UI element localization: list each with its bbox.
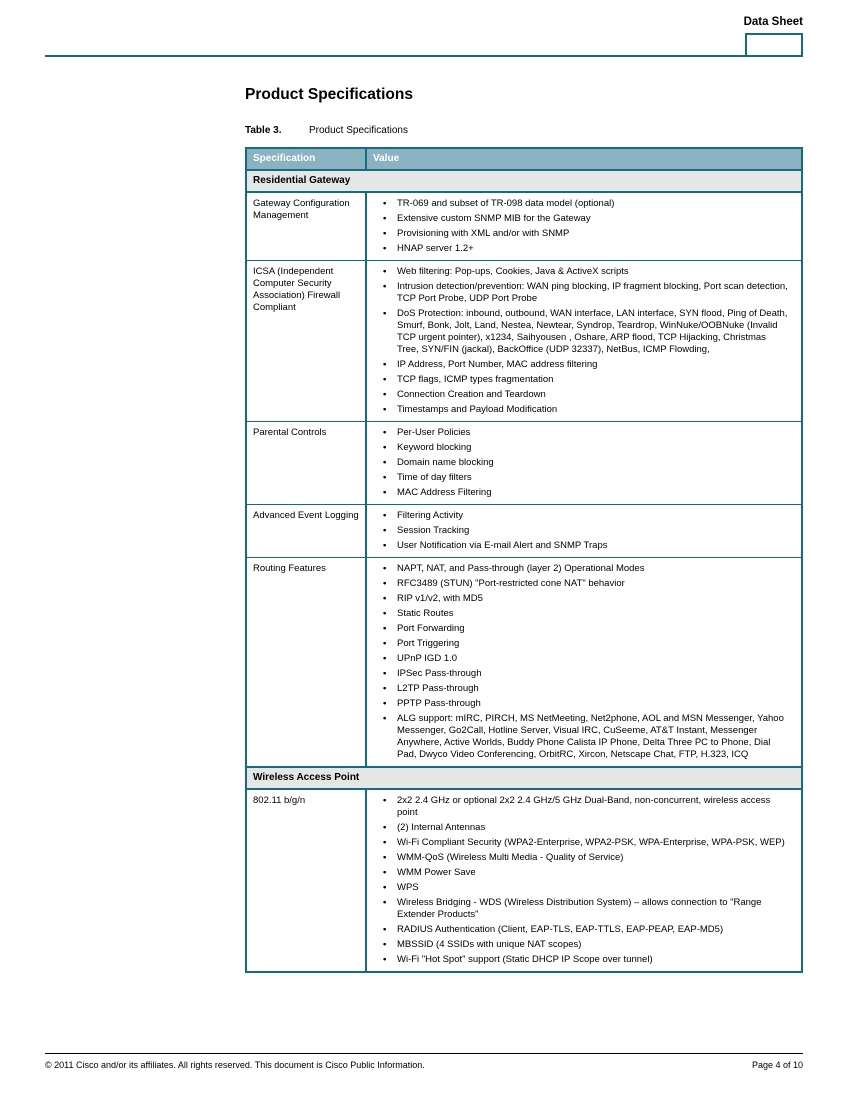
bullet-text: Provisioning with XML and/or with SNMP <box>397 228 570 239</box>
bullet-icon: • <box>383 638 387 649</box>
bullet-item <box>383 228 795 240</box>
bullet-icon: • <box>383 228 387 239</box>
bullet-icon: • <box>383 698 387 709</box>
bullet-text: Wireless Bridging - WDS (Wireless Distribution System) – allows connection to "Range Extender Products" <box>397 897 762 920</box>
bullet-text: TR-069 and subset of TR-098 data model (optional) <box>397 198 615 209</box>
bullet-item <box>383 442 795 454</box>
bullet-item <box>383 359 795 371</box>
bullet-icon: • <box>383 266 387 277</box>
specifications-table <box>245 147 803 973</box>
bullet-icon: • <box>383 795 387 806</box>
value-cell <box>365 193 801 260</box>
bullet-text: Intrusion detection/prevention: WAN ping blocking, IP fragment blocking, Port scan detection, TCP Port Probe, UDP Port Probe <box>397 281 788 304</box>
bullet-item <box>383 867 795 879</box>
bullet-item <box>383 487 795 499</box>
bullet-text: WPS <box>397 882 419 893</box>
bullet-item <box>383 243 795 255</box>
bullet-item <box>383 954 795 966</box>
bullet-text: 2x2 2.4 GHz or optional 2x2 2.4 GHz/5 GHz Dual-Band, non-concurrent, wireless access point <box>397 795 771 818</box>
bullet-text: WMM-QoS (Wireless Multi Media - Quality of Service) <box>397 852 624 863</box>
page-content <box>245 86 803 973</box>
column-header-specification: Specification <box>253 153 316 164</box>
bullet-icon: • <box>383 308 387 319</box>
footer-rule <box>45 1053 803 1054</box>
bullet-icon: • <box>383 653 387 664</box>
bullet-text: Static Routes <box>397 608 454 619</box>
bullet-icon: • <box>383 374 387 385</box>
footer-copyright: © 2011 Cisco and/or its affiliates. All rights reserved. This document is Cisco Public Information. <box>45 1060 425 1070</box>
table-row <box>247 790 801 971</box>
bullet-text: RIP v1/v2, with MD5 <box>397 593 483 604</box>
bullet-icon: • <box>383 359 387 370</box>
bullet-text: HNAP server 1.2+ <box>397 243 474 254</box>
bullet-item <box>383 389 795 401</box>
value-cell <box>365 558 801 766</box>
bullet-icon: • <box>383 683 387 694</box>
bullet-icon: • <box>383 442 387 453</box>
value-cell <box>365 790 801 971</box>
bullet-item <box>383 713 795 761</box>
table-section-header: Wireless Access Point <box>247 766 801 790</box>
bullet-item <box>383 457 795 469</box>
bullet-icon: • <box>383 198 387 209</box>
spec-cell: Advanced Event Logging <box>253 510 359 521</box>
bullet-item <box>383 698 795 710</box>
bullet-item <box>383 608 795 620</box>
bullet-item <box>383 593 795 605</box>
bullet-item <box>383 578 795 590</box>
value-cell <box>365 422 801 504</box>
bullet-text: Time of day filters <box>397 472 472 483</box>
column-header-value: Value <box>365 149 801 169</box>
bullet-text: Session Tracking <box>397 525 470 536</box>
bullet-text: NAPT, NAT, and Pass-through (layer 2) Operational Modes <box>397 563 645 574</box>
bullet-item <box>383 510 795 522</box>
bullet-item <box>383 525 795 537</box>
bullet-item <box>383 795 795 819</box>
bullet-item <box>383 404 795 416</box>
table-row <box>247 557 801 766</box>
bullet-icon: • <box>383 487 387 498</box>
bullet-text: (2) Internal Antennas <box>397 822 486 833</box>
table-caption-number: Table 3. <box>245 125 282 136</box>
bullet-text: L2TP Pass-through <box>397 683 479 694</box>
page-title: Product Specifications <box>245 86 413 103</box>
bullet-text: RADIUS Authentication (Client, EAP-TLS, EAP-TTLS, EAP-PEAP, EAP-MD5) <box>397 924 724 935</box>
header-tab-box <box>745 33 803 56</box>
bullet-icon: • <box>383 243 387 254</box>
bullet-icon: • <box>383 837 387 848</box>
bullet-icon: • <box>383 924 387 935</box>
bullet-icon: • <box>383 954 387 965</box>
bullet-icon: • <box>383 897 387 908</box>
bullet-icon: • <box>383 867 387 878</box>
bullet-item <box>383 683 795 695</box>
bullet-icon: • <box>383 510 387 521</box>
bullet-item <box>383 638 795 650</box>
bullet-item <box>383 897 795 921</box>
bullet-item <box>383 924 795 936</box>
bullet-icon: • <box>383 525 387 536</box>
bullet-icon: • <box>383 608 387 619</box>
spec-cell: Parental Controls <box>253 427 327 438</box>
bullet-item <box>383 668 795 680</box>
bullet-text: Web filtering: Pop-ups, Cookies, Java & ActiveX scripts <box>397 266 629 277</box>
spec-cell: Routing Features <box>253 563 326 574</box>
bullet-text: User Notification via E-mail Alert and SNMP Traps <box>397 540 608 551</box>
bullet-text: Keyword blocking <box>397 442 472 453</box>
bullet-item <box>383 623 795 635</box>
bullet-text: RFC3489 (STUN) "Port-restricted cone NAT" behavior <box>397 578 625 589</box>
bullet-text: MAC Address Filtering <box>397 487 492 498</box>
table-row <box>247 193 801 260</box>
bullet-text: Wi-Fi Compliant Security (WPA2-Enterprise, WPA2-PSK, WPA-Enterprise, WPA-PSK, WEP) <box>397 837 785 848</box>
bullet-text: PPTP Pass-through <box>397 698 481 709</box>
bullet-item <box>383 653 795 665</box>
bullet-text: Connection Creation and Teardown <box>397 389 546 400</box>
bullet-item <box>383 837 795 849</box>
bullet-text: UPnP IGD 1.0 <box>397 653 458 664</box>
bullet-text: IP Address, Port Number, MAC address filtering <box>397 359 598 370</box>
bullet-text: Timestamps and Payload Modification <box>397 404 558 415</box>
bullet-item <box>383 213 795 225</box>
bullet-item <box>383 427 795 439</box>
table-section-header: Residential Gateway <box>247 169 801 193</box>
bullet-item <box>383 563 795 575</box>
document-type-label: Data Sheet <box>743 16 803 28</box>
bullet-icon: • <box>383 623 387 634</box>
bullet-icon: • <box>383 540 387 551</box>
spec-cell: ICSA (Independent Computer Security Association) Firewall Compliant <box>253 266 341 313</box>
bullet-item <box>383 266 795 278</box>
bullet-item <box>383 374 795 386</box>
bullet-text: MBSSID (4 SSIDs with unique NAT scopes) <box>397 939 582 950</box>
table-caption <box>245 125 803 136</box>
bullet-item <box>383 281 795 305</box>
bullet-text: Port Forwarding <box>397 623 465 634</box>
bullet-item <box>383 882 795 894</box>
bullet-icon: • <box>383 563 387 574</box>
table-row <box>247 260 801 421</box>
bullet-icon: • <box>383 404 387 415</box>
bullet-icon: • <box>383 852 387 863</box>
value-cell <box>365 505 801 557</box>
bullet-text: Filtering Activity <box>397 510 463 521</box>
bullet-text: Extensive custom SNMP MIB for the Gateway <box>397 213 591 224</box>
spec-cell: Gateway Configuration Management <box>253 198 350 221</box>
bullet-item <box>383 852 795 864</box>
table-header-row <box>247 149 801 169</box>
footer-page-number: Page 4 of 10 <box>751 1060 803 1070</box>
bullet-text: Wi-Fi "Hot Spot" support (Static DHCP IP Scope over tunnel) <box>397 954 653 965</box>
bullet-item <box>383 939 795 951</box>
bullet-icon: • <box>383 939 387 950</box>
bullet-text: IPSec Pass-through <box>397 668 482 679</box>
bullet-icon: • <box>383 578 387 589</box>
bullet-icon: • <box>383 713 387 724</box>
table-row <box>247 421 801 504</box>
bullet-icon: • <box>383 457 387 468</box>
value-cell <box>365 261 801 421</box>
bullet-item <box>383 822 795 834</box>
bullet-item <box>383 308 795 356</box>
bullet-icon: • <box>383 882 387 893</box>
bullet-text: Domain name blocking <box>397 457 494 468</box>
table-row <box>247 504 801 557</box>
bullet-icon: • <box>383 668 387 679</box>
bullet-text: TCP flags, ICMP types fragmentation <box>397 374 554 385</box>
bullet-text: ALG support: mIRC, PIRCH, MS NetMeeting, Net2phone, AOL and MSN Messenger, Yahoo Messenger, Go2Call, Hotline Server, Visual IRC, CuSeeme, AT&T Instant, Messenger Anywhere, Active Worlds, Buddy Phone Calista IP Phone, Delta Three PC to Phone, Dial Pad, Dwyco Video Conferencing, OrbitRC, Xircon, Netscape Chat, FTP, H.323, ICQ <box>397 713 784 760</box>
bullet-text: WMM Power Save <box>397 867 476 878</box>
table-caption-text: Product Specifications <box>309 125 408 136</box>
bullet-text: Per-User Policies <box>397 427 471 438</box>
bullet-icon: • <box>383 427 387 438</box>
bullet-icon: • <box>383 281 387 292</box>
bullet-icon: • <box>383 593 387 604</box>
spec-cell: 802.11 b/g/n <box>253 795 306 806</box>
bullet-icon: • <box>383 213 387 224</box>
bullet-icon: • <box>383 389 387 400</box>
bullet-item <box>383 198 795 210</box>
bullet-text: Port Triggering <box>397 638 460 649</box>
bullet-icon: • <box>383 822 387 833</box>
bullet-icon: • <box>383 472 387 483</box>
bullet-text: DoS Protection: inbound, outbound, WAN interface, LAN interface, SYN flood, Ping of Death, Smurf, Bonk, Jolt, Land, Nestea, Newtear, Syndrop, Teardrop, WinNuke/OOBNuke (Invalid TCP urgent pointer), x1234, Saihyousen , Oshare, ARP flood, TCP Hijacking, Christmas Tree, SYN/FIN (jackal), BackOffice (UDP 32337), NetBus, ICMP Flowding, <box>397 308 788 355</box>
bullet-item <box>383 472 795 484</box>
header-rule <box>45 55 803 57</box>
bullet-item <box>383 540 795 552</box>
